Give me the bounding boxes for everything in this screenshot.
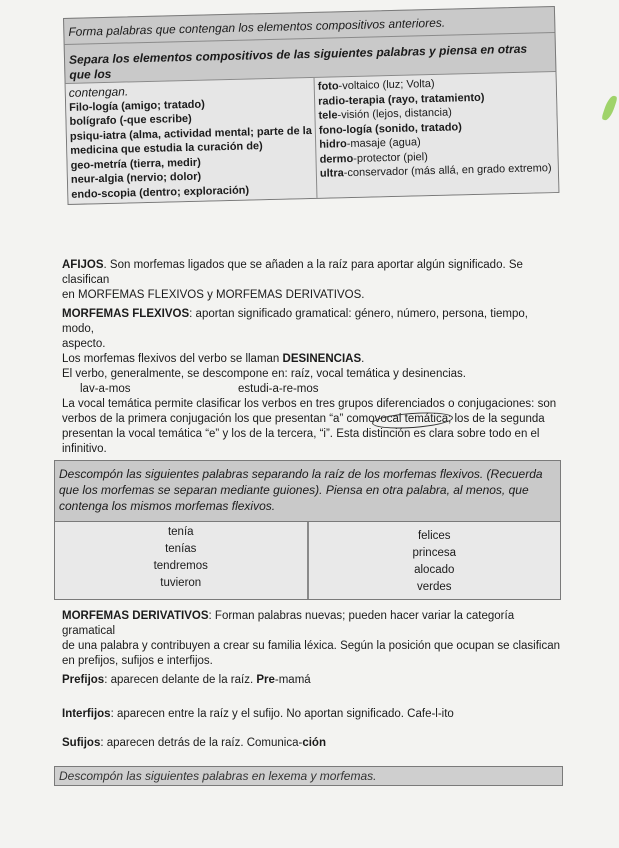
derivativos-paragraph: MORFEMAS DERIVATIVOS: Forman palabras nuevas; pueden hacer variar la categoría gramatical de una palabra y contribuyen a crear su familia léxica. Según la posición que ocupan se clasifican en prefijos, sufijos e interfijos.	[62, 610, 560, 667]
word-cell: tenías	[165, 543, 197, 555]
word-cell: verdes	[416, 581, 452, 593]
instruction-continuation: contengan.	[68, 84, 129, 100]
word-cell: tuvieron	[160, 577, 202, 589]
afijos-paragraph: AFIJOS. Son morfemas ligados que se añaden a la raíz para aportar algún significado. Se clasifican en MORFEMAS FLEXIVOS y MORFEMAS DERIVATIVOS.	[62, 259, 523, 301]
flexivos-word-table	[55, 521, 560, 599]
word-entry: medicina que estudia la curación de)	[70, 140, 263, 157]
word-entry: hidro-masaje (agua)	[319, 136, 421, 151]
word-entry: geo-metría (tierra, medir)	[70, 156, 201, 172]
word-cell: alocado	[414, 564, 455, 576]
word-entry: foto-voltaico (luz; Volta)	[317, 77, 435, 93]
word-column-left	[55, 522, 309, 599]
word-entry: Filo-logía (amigo; tratado)	[69, 98, 205, 114]
interfijos-line: Interfijos: aparecen entre la raíz y el sufijo. No aportan significado. Cafe-l-ito	[62, 708, 454, 720]
flexivos-section: MORFEMAS FLEXIVOS: aportan significado gramatical: género, número, persona, tiempo, modo, aspecto. Los morfemas flexivos del verbo se llaman DESINENCIAS. El verbo, generalmente, se descompone en: raíz, vocal temática y desinencias. lav-a-mos estudi-a-re-mos La vocal temática permite clasificar los verbos en tres grupos diferenciados o conjugaciones: son verbos de la primera conjugación los que presentan “a” comovocal temática; los de la segunda presentan la vocal temática “e” y los de la tercera, “i”. Esta distinción es clara sobre todo en el infinitivo.	[62, 307, 562, 457]
exercise-instruction: Forma palabras que contengan los elementos compositivos anteriores.	[64, 7, 554, 45]
exercise-flexivos-box	[54, 460, 561, 600]
word-entry: bolígrafo (-que escribe)	[69, 112, 192, 128]
word-column-right	[315, 72, 559, 198]
exercise-instruction: Descompón las siguientes palabras separando la raíz de los morfemas flexivos. (Recuerda que los morfemas se separan mediante guiones). Piensa en otra palabra, al menos, que contenga los mismos morfemas flexivos.	[59, 467, 543, 513]
word-entry: ultra-conservador (más allá, en grado extremo)	[319, 162, 552, 180]
sticky-tab-mark	[601, 94, 618, 122]
word-cell: felices	[417, 530, 451, 542]
verb-examples: lav-a-mos estudi-a-re-mos	[80, 383, 319, 395]
sufijos-line: Sufijos: aparecen detrás de la raíz. Comunica-ción	[62, 737, 326, 749]
prefijos-line: Prefijos: aparecen delante de la raíz. Pre-mamá	[62, 674, 311, 686]
circled-term: vocal temática	[374, 413, 449, 425]
word-entry: psiqu-iatra (alma, actividad mental; parte de la	[69, 124, 313, 143]
exercise-lexema-box: Descompón las siguientes palabras en lexema y morfemas.	[54, 766, 563, 786]
word-column-right	[309, 522, 561, 599]
word-cell: tenía	[167, 526, 194, 538]
word-entry: dermo-protector (piel)	[319, 150, 428, 166]
exercise-compositive-box	[63, 6, 559, 205]
word-entry: endo-scopia (dentro; exploración)	[71, 184, 250, 201]
word-column-left	[66, 78, 318, 204]
word-cell: tendremos	[153, 560, 208, 572]
word-cell: princesa	[412, 547, 456, 559]
word-entry: tele-visión (lejos, distancia)	[318, 106, 452, 122]
word-entry: fono-logía (sonido, tratado)	[318, 120, 462, 137]
word-entry: radio-terapia (rayo, tratamiento)	[318, 91, 485, 108]
exercise-instruction: Separa los elementos compositivos de las siguientes palabras y piensa en otras que los	[68, 41, 528, 82]
word-entry: neur-algia (nervio; dolor)	[70, 170, 202, 186]
compositive-word-table	[66, 71, 559, 204]
